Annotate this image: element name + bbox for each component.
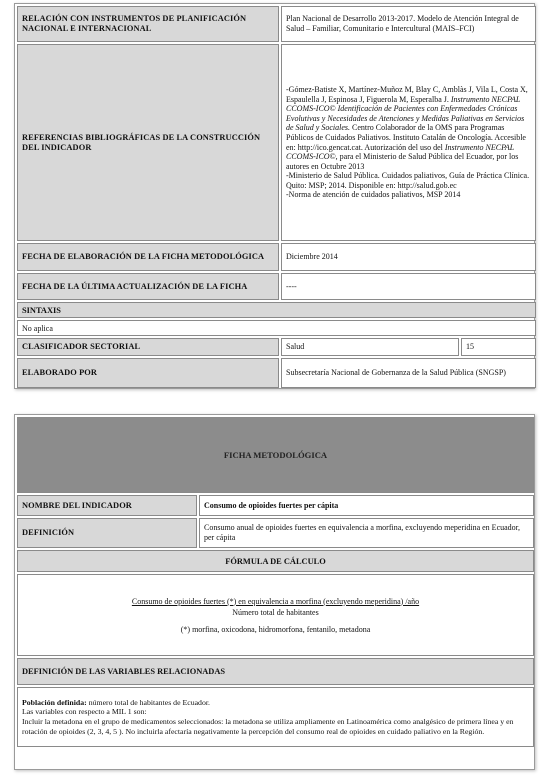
clasificador-value: Salud xyxy=(281,338,459,356)
clasificador-label: CLASIFICADOR SECTORIAL xyxy=(17,338,279,356)
formula-value xyxy=(17,574,534,656)
formula-numerator: Consumo de opioides fuertes (*) en equivalencia a morfina (excluyendo meperidina) /año xyxy=(131,596,420,606)
definicion-label: DEFINICIÓN xyxy=(17,518,197,548)
referencia-2: -Ministerio de Salud Pública. Cuidados paliativos, Guía de Práctica Clínica. Quito: MSP; 2014. Disponible en: http://salud.gob.ec xyxy=(286,171,530,190)
formula-note: (*) morfina, oxicodona, hidromorfona, fentanilo, metadona xyxy=(180,624,371,634)
ficha-details-table xyxy=(15,4,538,390)
rel-instrumentos-value: Plan Nacional de Desarrollo 2013-2017. Modelo de Atención Integral de Salud – Familiar, Comunitario e Intercultural (MAIS–FCI) xyxy=(281,6,536,42)
ficha-metodologica-card xyxy=(14,414,535,770)
variables-label: DEFINICIÓN DE LAS VARIABLES RELACIONADAS xyxy=(17,658,534,685)
formula-denominator: Número total de habitantes xyxy=(232,607,319,617)
clasificador-code: 15 xyxy=(461,338,536,356)
referencias-value xyxy=(281,44,536,241)
fecha-actualizacion-value: ---- xyxy=(281,273,536,300)
sintaxis-value: No aplica xyxy=(17,320,536,336)
nombre-indicador-label: NOMBRE DEL INDICADOR xyxy=(17,495,197,516)
elaborado-por-value: Subsecretaría Nacional de Gobernanza de la Salud Pública (SNGSP) xyxy=(281,358,536,388)
ficha-metodologica-table xyxy=(15,415,536,749)
fecha-actualizacion-label: FECHA DE LA ÚLTIMA ACTUALIZACIÓN DE LA FICHA xyxy=(17,273,279,300)
fecha-elaboracion-value: Diciembre 2014 xyxy=(281,243,536,271)
variables-line-1: Población definida: número total de habitantes de Ecuador. xyxy=(22,697,210,707)
elaborado-por-label: ELABORADO POR xyxy=(17,358,279,388)
sintaxis-label: SINTAXIS xyxy=(17,302,536,318)
definicion-value: Consumo anual de opioides fuertes en equivalencia a morfina, excluyendo meperidina en Ecuador, per cápita xyxy=(199,518,534,548)
ficha-continuation-card xyxy=(14,3,535,389)
variables-value xyxy=(17,687,534,747)
ficha-title: FICHA METODOLÓGICA xyxy=(17,417,534,493)
rel-instrumentos-label: RELACIÓN CON INSTRUMENTOS DE PLANIFICACIÓN NACIONAL E INTERNACIONAL xyxy=(17,6,279,42)
variables-line-3: Incluir la metadona en el grupo de medicamentos seleccionados: la metadona se utiliza ampliamente en Latinoamérica como analgésico de primera línea y en rotación de opioides (2, 3, 4, 5 ). No incluirla afectaría negativamente la percepción del consumo real de opioides en cuidado paliativo en la Región. xyxy=(22,717,514,736)
referencia-3: -Norma de atención de cuidados paliativos, MSP 2014 xyxy=(286,190,461,200)
referencia-1: -Gómez-Batiste X, Martínez-Muñoz M, Blay C, Amblàs J, Vila L, Costa X, Espaulella J, Espinosa J, Figuerola M, Esperalba J. Instrumento NECPAL CCOMS-ICO© Identificación de Pacientes con Enfermedades Crónicas Evolutivas y Necesidades de Atenciones y Medidas Paliativas en Servicios de Salud y Sociales. Centro Colaborador de la OMS para Programas Públicos de Cuidados Paliativos. Instituto Catalán de Oncología. Accesible en: http://ico.gencat.cat. Autorización del uso del Instrumento NECPAL CCOMS-ICO©, para el Ministerio de Salud Pública del Ecuador, por los autores en Octubre 2013 xyxy=(286,84,528,171)
formula-label: FÓRMULA DE CÁLCULO xyxy=(17,550,534,572)
variables-line-2: Las variables con respecto a MIL 1 son: xyxy=(22,707,147,717)
referencias-label: REFERENCIAS BIBLIOGRÁFICAS DE LA CONSTRUCCIÓN DEL INDICADOR xyxy=(17,44,279,241)
nombre-indicador-value: Consumo de opioides fuertes per cápita xyxy=(199,495,534,516)
fecha-elaboracion-label: FECHA DE ELABORACIÓN DE LA FICHA METODOLÓGICA xyxy=(17,243,279,271)
